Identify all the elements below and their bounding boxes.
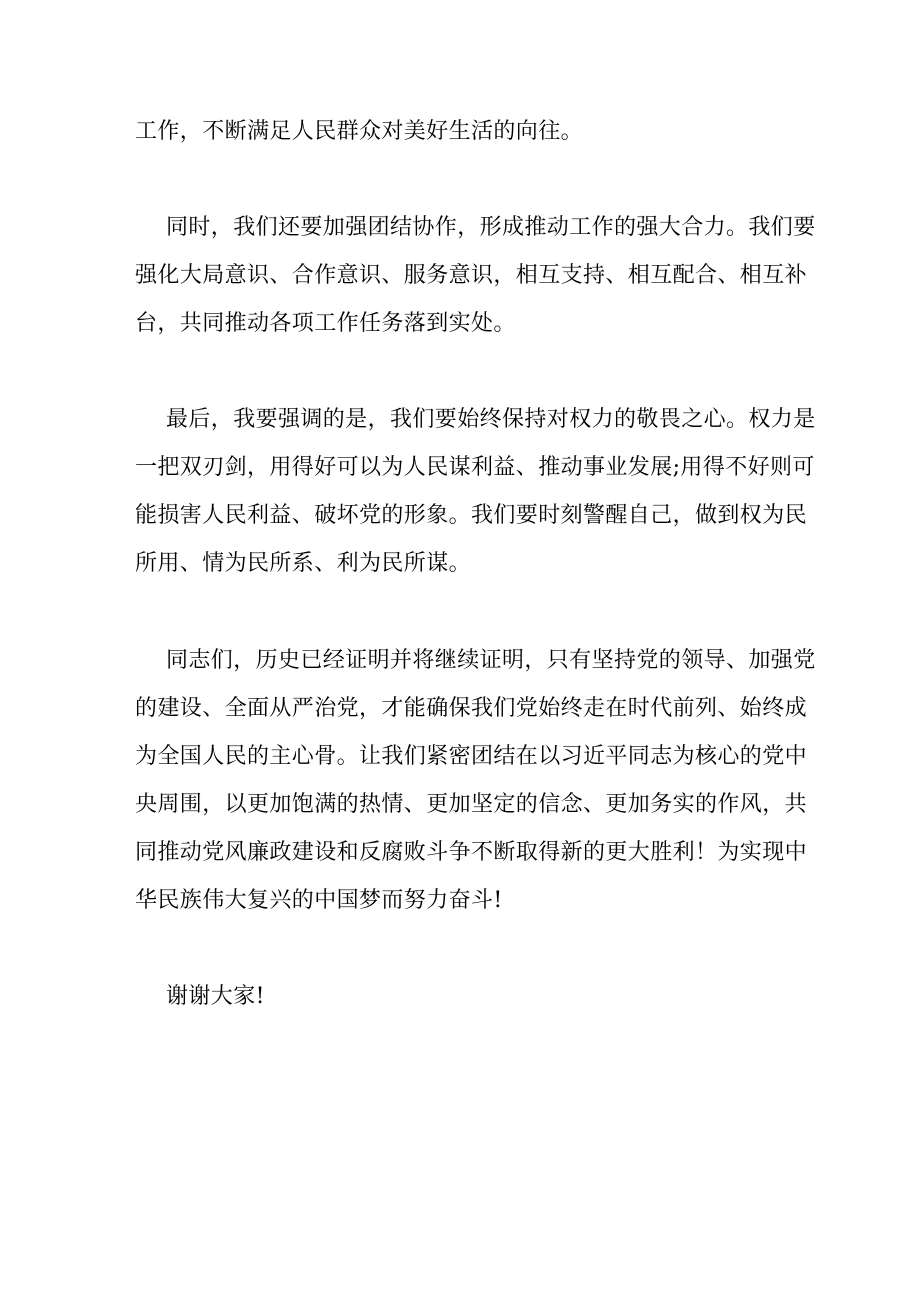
paragraph-line: 最后，我要强调的是，我们要始终保持对权力的敬畏之心。权力是: [166, 407, 816, 432]
paragraph-line: 能损害人民利益、破坏党的形象。我们要时刻警醒自己，做到权为民: [135, 503, 808, 528]
paragraph-line: 的建设、全面从严治党，才能确保我们党始终走在时代前列、始终成: [135, 696, 808, 721]
paragraph-line: 工作，不断满足人民群众对美好生活的向往。: [135, 119, 584, 144]
paragraph-line: 一把双刃剑，用得好可以为人民谋利益、推动事业发展;用得不好则可: [135, 455, 815, 480]
paragraph-line: 所用、情为民所系、利为民所谋。: [135, 551, 472, 576]
paragraph-line: 强化大局意识、合作意识、服务意识，相互支持、相互配合、相互补: [135, 263, 808, 288]
closing-line: 谢谢大家!: [166, 984, 265, 1009]
paragraph-line: 同推动党风廉政建设和反腐败斗争不断取得新的更大胜利！为实现中: [135, 840, 808, 865]
paragraph-line: 央周围，以更加饱满的热情、更加坚定的信念、更加务实的作风，共: [135, 792, 808, 817]
paragraph-line: 华民族伟大复兴的中国梦而努力奋斗!: [135, 888, 503, 913]
paragraph-line: 台，共同推动各项工作任务落到实处。: [135, 311, 516, 336]
paragraph-line: 同时，我们还要加强团结协作，形成推动工作的强大合力。我们要: [166, 215, 816, 240]
paragraph-line: 为全国人民的主心骨。让我们紧密团结在以习近平同志为核心的党中: [135, 744, 808, 769]
paragraph-line: 同志们，历史已经证明并将继续证明，只有坚持党的领导、加强党: [166, 648, 816, 673]
